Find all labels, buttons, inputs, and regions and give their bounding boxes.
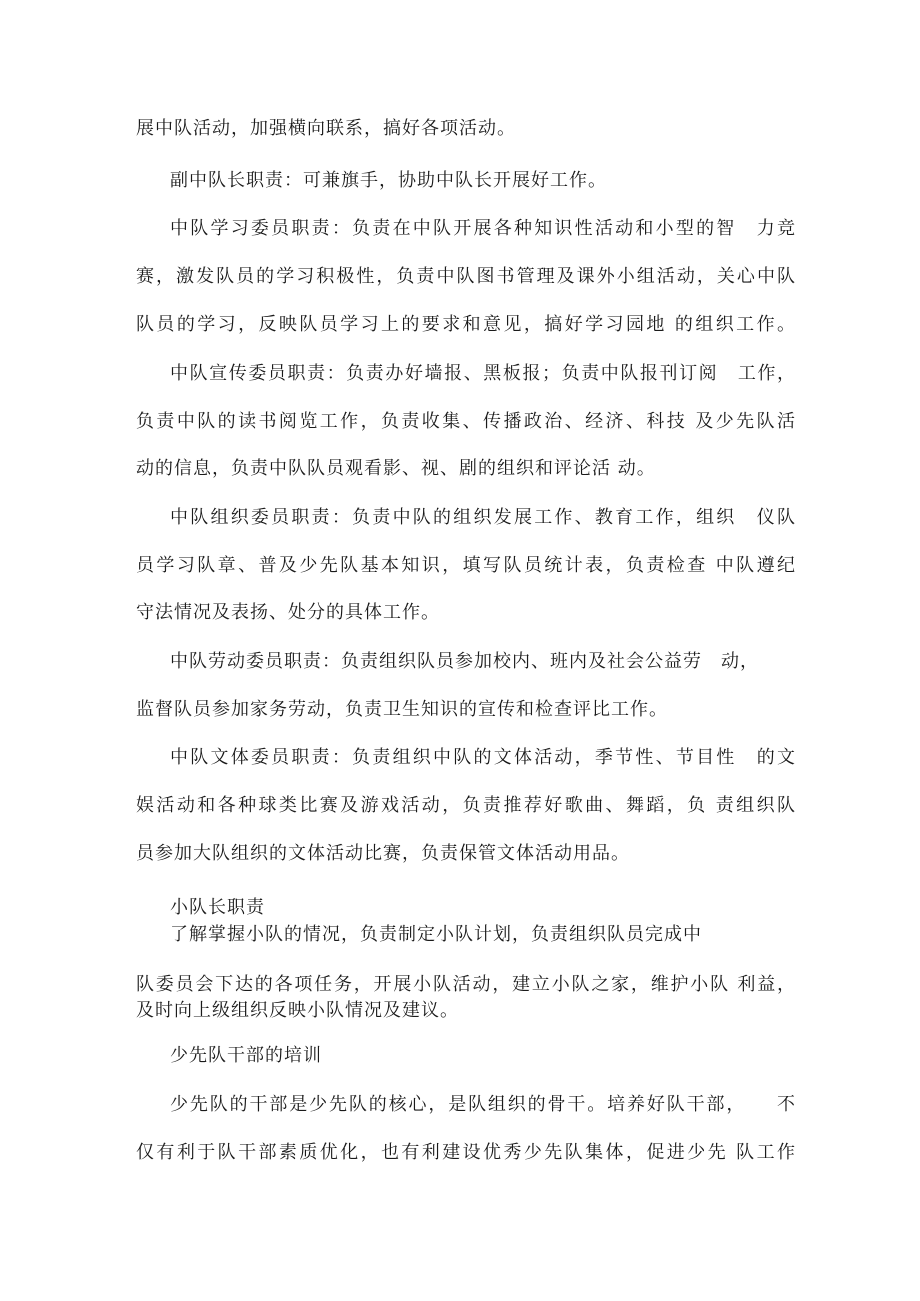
paragraph-line: 队委员会下达的各项任务，开展小队活动，建立小队之家，维护小队 利益，: [136, 974, 796, 995]
paragraph-line: 展中队活动，加强横向联系，搞好各项活动。: [136, 118, 516, 139]
paragraph-line: 员学习队章、普及少先队基本知识，填写队员统计表，负责检查 中队遵纪: [136, 555, 796, 576]
paragraph-line: 中队宣传委员职责：负责办好墙报、黑板报；负责中队报刊订阅 工作，: [170, 363, 796, 384]
paragraph-line: 中队学习委员职责：负责在中队开展各种知识性活动和小型的智 力竞: [170, 218, 796, 239]
paragraph-line: 负责中队的读书阅览工作，负责收集、传播政治、经济、科技 及少先队活: [136, 411, 796, 432]
paragraph-line: 娱活动和各种球类比赛及游戏活动，负责推荐好歌曲、舞蹈，负 责组织队: [136, 795, 796, 816]
paragraph-line: 队员的学习，反映队员学习上的要求和意见，搞好学习园地 的组织工作。: [136, 314, 796, 335]
paragraph-line: 赛，激发队员的学习积极性，负责中队图书管理及课外小组活动，关心中队: [136, 266, 796, 287]
paragraph-line: 中队文体委员职责：负责组织中队的文体活动，季节性、节目性 的文: [170, 747, 796, 768]
paragraph-line: 副中队长职责：可兼旗手，协助中队长开展好工作。: [170, 170, 607, 191]
paragraph-line: 中队劳动委员职责：负责组织队员参加校内、班内及社会公益劳 动，: [170, 651, 759, 672]
paragraph-line: 仅有利于队干部素质优化，也有利建设优秀少先队集体，促进少先 队工作: [136, 1142, 796, 1163]
paragraph-line: 及时向上级组织反映小队情况及建议。: [136, 1000, 459, 1021]
paragraph-line: 监督队员参加家务劳动，负责卫生知识的宣传和检查评比工作。: [136, 699, 668, 720]
paragraph-line: 员参加大队组织的文体活动比赛，负责保管文体活动用品。: [136, 843, 630, 864]
section-heading: 少先队干部的培训: [170, 1045, 322, 1066]
section-heading: 小队长职责: [170, 897, 265, 918]
paragraph-line: 动的信息，负责中队队员观看影、视、剧的组织和评论活 动。: [136, 458, 656, 479]
paragraph-line: 守法情况及表扬、处分的具体工作。: [136, 602, 440, 623]
paragraph-line: 中队组织委员职责：负责中队的组织发展工作、教育工作，组织 仪队: [170, 507, 796, 528]
paragraph-line: 少先队的干部是少先队的核心，是队组织的骨干。培养好队干部， 不: [170, 1094, 796, 1115]
paragraph-line: 了解掌握小队的情况，负责制定小队计划，负责组织队员完成中: [170, 924, 702, 945]
